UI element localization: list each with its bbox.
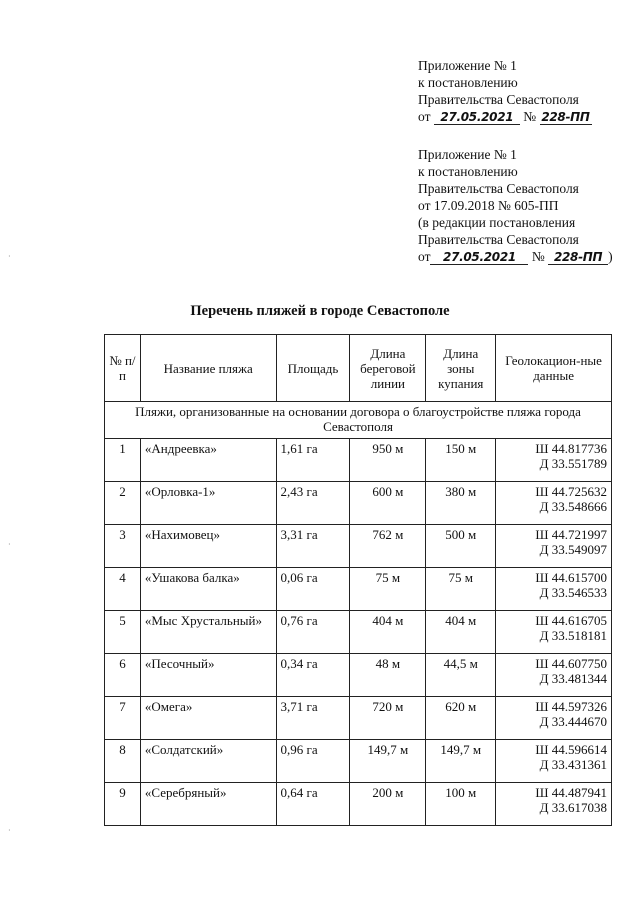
- handwritten-date: 27.05.2021: [440, 110, 514, 124]
- cell-swim-zone: 150 м: [426, 439, 496, 482]
- cell-area: 0,76 га: [276, 611, 350, 654]
- latitude-value: Ш 44.487941: [535, 785, 607, 800]
- cell-geolocation: [496, 568, 612, 611]
- cell-swim-zone: 100 м: [426, 783, 496, 826]
- annex-authority: Правительства Севастополя: [418, 92, 579, 107]
- cell-name: «Омега»: [140, 697, 276, 740]
- cell-shoreline: 75 м: [350, 568, 426, 611]
- cell-area: 0,06 га: [276, 568, 350, 611]
- cell-area: 3,71 га: [276, 697, 350, 740]
- longitude-value: Д 33.549097: [539, 542, 607, 557]
- latitude-value: Ш 44.596614: [535, 742, 607, 757]
- latitude-value: Ш 44.615700: [535, 570, 607, 585]
- latitude-value: Ш 44.607750: [535, 656, 607, 671]
- cell-name: «Ушакова балка»: [140, 568, 276, 611]
- annex-heading: Приложение № 1: [418, 147, 517, 162]
- table-row: [105, 439, 612, 482]
- cell-geolocation: [496, 611, 612, 654]
- header-geolocation: Геолокацион-ные данные: [496, 335, 612, 402]
- longitude-value: Д 33.551789: [539, 456, 607, 471]
- table-row: [105, 740, 612, 783]
- annex-amendment-note: (в редакции постановления: [418, 215, 576, 230]
- scan-dot: ·: [8, 826, 11, 835]
- longitude-value: Д 33.431361: [539, 757, 607, 772]
- section-row: [105, 402, 612, 439]
- cell-number: 2: [105, 482, 141, 525]
- cell-shoreline: 200 м: [350, 783, 426, 826]
- cell-swim-zone: 620 м: [426, 697, 496, 740]
- longitude-value: Д 33.546533: [539, 585, 607, 600]
- annex-date-line: [418, 248, 613, 265]
- cell-geolocation: [496, 740, 612, 783]
- cell-area: 0,64 га: [276, 783, 350, 826]
- longitude-value: Д 33.481344: [539, 671, 607, 686]
- cell-number: 9: [105, 783, 141, 826]
- annex-amendment-authority: Правительства Севастополя: [418, 232, 579, 247]
- closing-paren: ): [608, 249, 613, 264]
- handwritten-date: 27.05.2021: [443, 250, 516, 264]
- cell-geolocation: [496, 654, 612, 697]
- cell-area: 0,34 га: [276, 654, 350, 697]
- table-row: [105, 783, 612, 826]
- handwritten-number: 228-ПП: [553, 250, 603, 264]
- number-blank: [540, 110, 592, 125]
- number-prefix: №: [531, 249, 545, 264]
- cell-area: 2,43 га: [276, 482, 350, 525]
- annex-original-decree: от 17.09.2018 № 605-ПП: [418, 198, 559, 213]
- cell-swim-zone: 44,5 м: [426, 654, 496, 697]
- scan-dot: ·: [8, 252, 11, 261]
- cell-name: «Песочный»: [140, 654, 276, 697]
- cell-name: «Нахимовец»: [140, 525, 276, 568]
- longitude-value: Д 33.444670: [539, 714, 607, 729]
- table-row: [105, 568, 612, 611]
- cell-shoreline: 950 м: [350, 439, 426, 482]
- longitude-value: Д 33.617038: [539, 800, 607, 815]
- cell-name: «Андреевка»: [140, 439, 276, 482]
- cell-geolocation: [496, 525, 612, 568]
- date-blank: [430, 250, 528, 265]
- cell-geolocation: [496, 439, 612, 482]
- latitude-value: Ш 44.597326: [535, 699, 607, 714]
- number-blank: [548, 250, 608, 265]
- longitude-value: Д 33.548666: [539, 499, 607, 514]
- cell-geolocation: [496, 482, 612, 525]
- cell-number: 4: [105, 568, 141, 611]
- scan-dot: ·: [8, 540, 11, 549]
- handwritten-number: 228-ПП: [541, 110, 590, 124]
- cell-swim-zone: 149,7 м: [426, 740, 496, 783]
- cell-number: 1: [105, 439, 141, 482]
- table-row: [105, 654, 612, 697]
- table-header-row: [105, 335, 612, 402]
- cell-name: «Мыс Хрустальный»: [140, 611, 276, 654]
- cell-geolocation: [496, 697, 612, 740]
- cell-shoreline: 762 м: [350, 525, 426, 568]
- annex-date-line: [418, 108, 592, 125]
- date-prefix: от: [418, 109, 431, 124]
- annex-block-original: [418, 146, 613, 265]
- cell-number: 3: [105, 525, 141, 568]
- header-area: Площадь: [276, 335, 350, 402]
- table-row: [105, 611, 612, 654]
- document-title: Перечень пляжей в городе Севастополе: [190, 303, 450, 319]
- cell-area: 3,31 га: [276, 525, 350, 568]
- number-prefix: №: [523, 109, 537, 124]
- header-number: № п/п: [105, 335, 141, 402]
- beaches-table: [104, 334, 612, 826]
- cell-shoreline: 720 м: [350, 697, 426, 740]
- cell-shoreline: 600 м: [350, 482, 426, 525]
- latitude-value: Ш 44.725632: [535, 484, 607, 499]
- latitude-value: Ш 44.721997: [535, 527, 607, 542]
- cell-name: «Серебряный»: [140, 783, 276, 826]
- cell-shoreline: 48 м: [350, 654, 426, 697]
- cell-shoreline: 149,7 м: [350, 740, 426, 783]
- header-swim-zone: Длина зоны купания: [426, 335, 496, 402]
- annex-authority: Правительства Севастополя: [418, 181, 579, 196]
- annex-block-current: [418, 57, 592, 125]
- cell-number: 8: [105, 740, 141, 783]
- section-title: Пляжи, организованные на основании договора о благоустройстве пляжа города Севастополя: [105, 402, 612, 439]
- cell-number: 6: [105, 654, 141, 697]
- cell-geolocation: [496, 783, 612, 826]
- table-row: [105, 697, 612, 740]
- annex-ref: к постановлению: [418, 75, 518, 90]
- cell-name: «Солдатский»: [140, 740, 276, 783]
- cell-swim-zone: 380 м: [426, 482, 496, 525]
- latitude-value: Ш 44.616705: [535, 613, 607, 628]
- latitude-value: Ш 44.817736: [535, 441, 607, 456]
- longitude-value: Д 33.518181: [539, 628, 607, 643]
- date-blank: [434, 110, 520, 125]
- header-name: Название пляжа: [140, 335, 276, 402]
- cell-swim-zone: 500 м: [426, 525, 496, 568]
- cell-number: 7: [105, 697, 141, 740]
- date-prefix: от: [418, 249, 431, 264]
- header-shoreline: Длина береговой линии: [350, 335, 426, 402]
- cell-number: 5: [105, 611, 141, 654]
- cell-name: «Орловка-1»: [140, 482, 276, 525]
- table-row: [105, 525, 612, 568]
- cell-swim-zone: 75 м: [426, 568, 496, 611]
- annex-ref: к постановлению: [418, 164, 518, 179]
- cell-area: 1,61 га: [276, 439, 350, 482]
- annex-heading: Приложение № 1: [418, 58, 517, 73]
- table-row: [105, 482, 612, 525]
- cell-area: 0,96 га: [276, 740, 350, 783]
- cell-shoreline: 404 м: [350, 611, 426, 654]
- cell-swim-zone: 404 м: [426, 611, 496, 654]
